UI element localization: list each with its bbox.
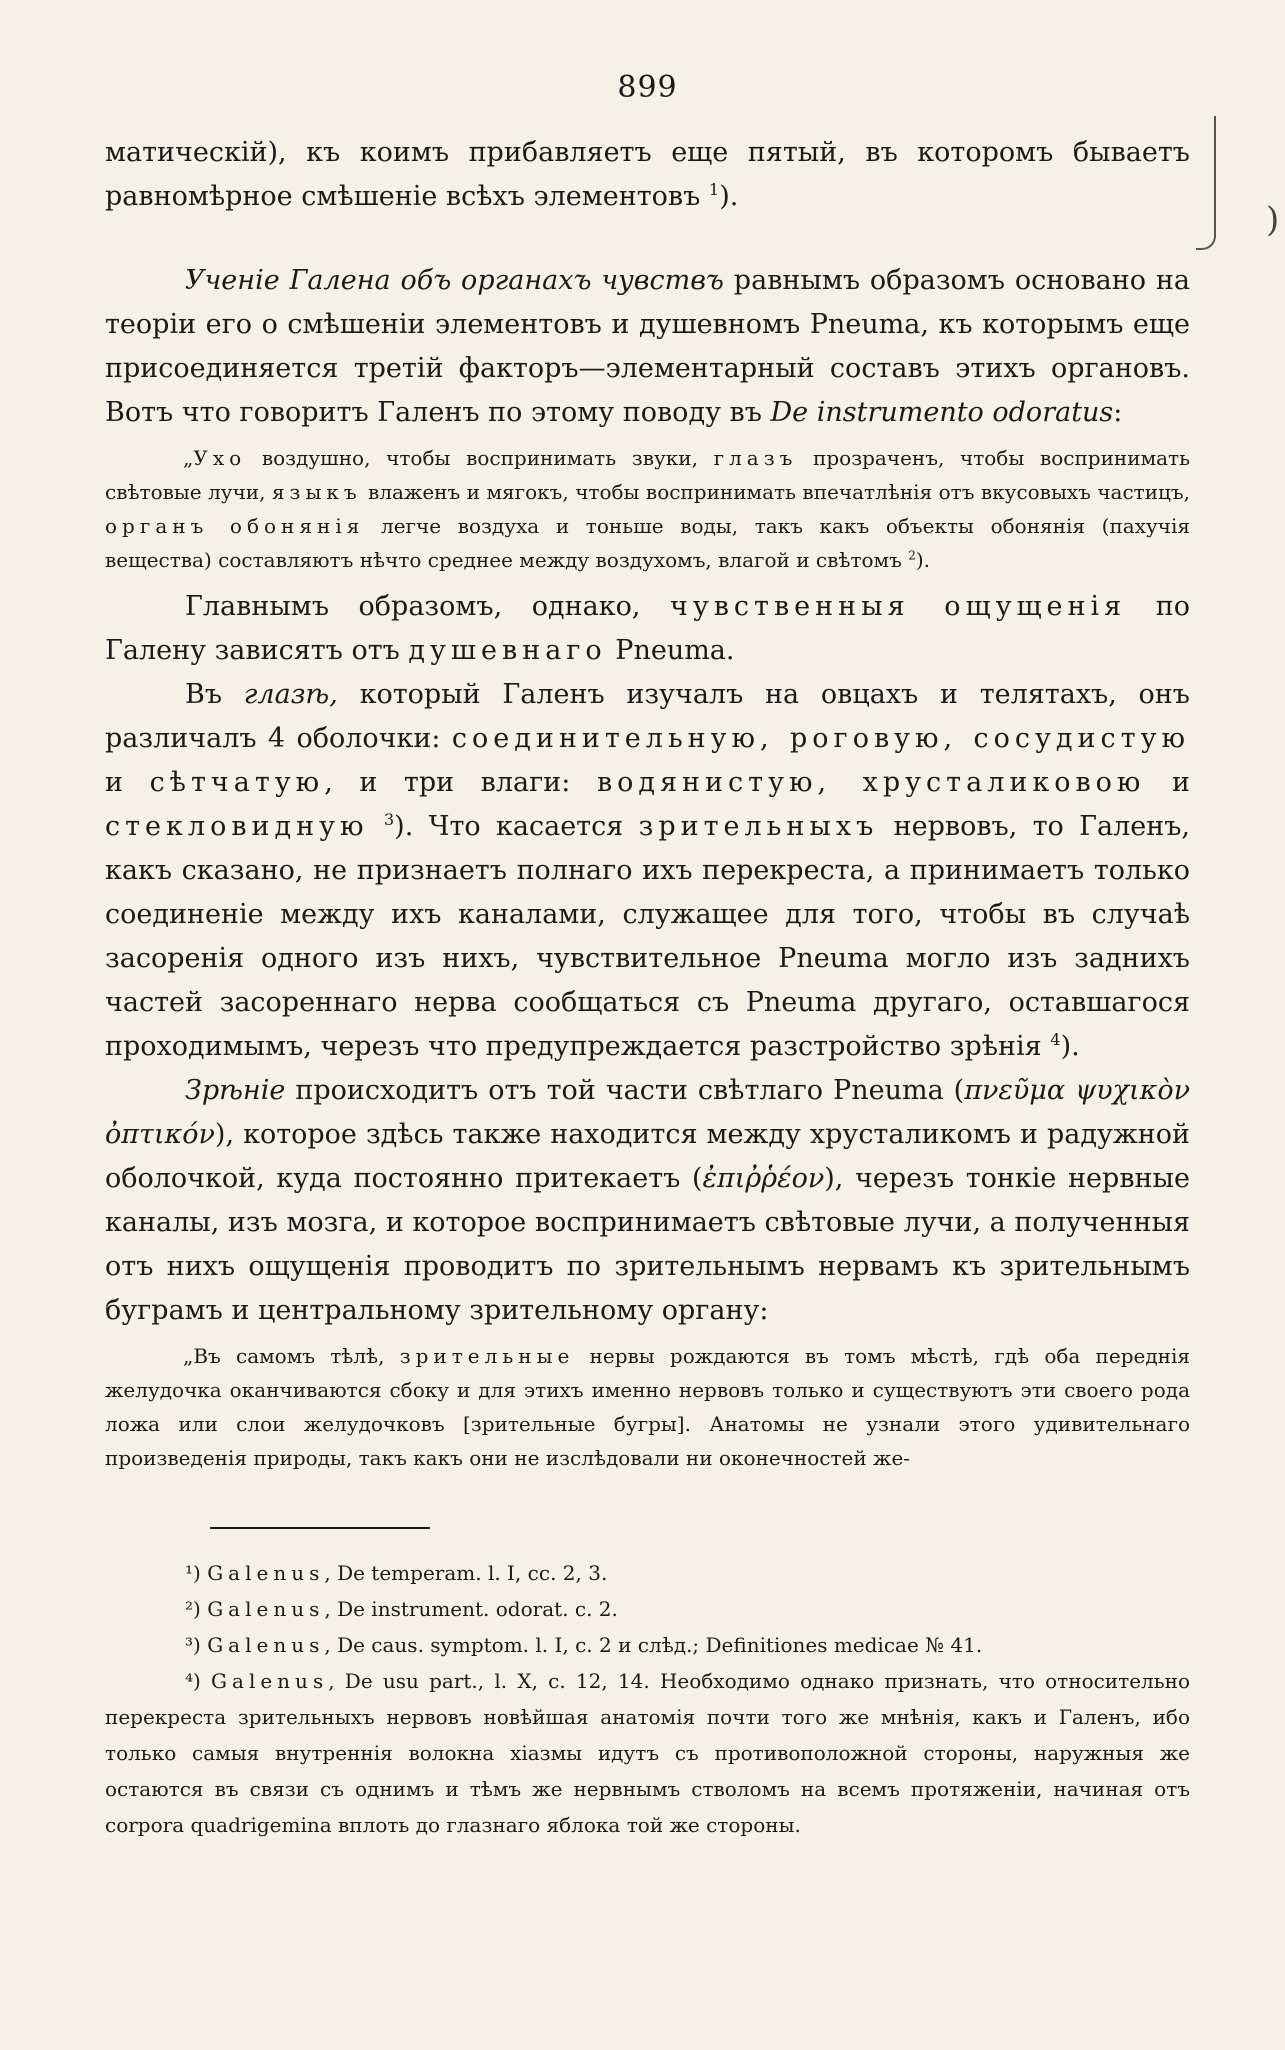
punctuation: ).: [719, 181, 739, 212]
spaced-term: водянистую, хрусталиковою: [596, 767, 1146, 798]
quote-text: влаженъ и мягокъ, чтобы воспринимать впечатлѣнія отъ вкусовыхъ частицъ,: [361, 480, 1190, 504]
paragraph-text: Въ: [185, 679, 244, 710]
quotation-block: [105, 1339, 1190, 1475]
paragraph-text: Главнымъ образомъ, однако,: [185, 591, 670, 622]
spaced-term: органъ обонянія: [105, 514, 365, 538]
page-number: 899: [617, 70, 678, 105]
spaced-term: зрительныхъ: [638, 811, 879, 842]
work-title: De instrumento odoratus: [770, 397, 1114, 428]
italic-term: глазѣ,: [243, 679, 338, 710]
footnote-marker: ⁴): [185, 1669, 201, 1693]
paragraph-continuation: [105, 131, 1190, 219]
footnote-ref[interactable]: 4: [1050, 1030, 1061, 1049]
spaced-term: глазъ: [713, 446, 798, 470]
footnote-author: Galenus: [211, 1669, 329, 1693]
punctuation: ).: [1060, 1031, 1080, 1062]
paragraph-text: , и три влаги:: [324, 767, 597, 798]
page-edge-parenthesis: ): [1266, 200, 1280, 240]
paragraph-eye: [105, 673, 1190, 1069]
paragraph-galen-senses: [105, 259, 1190, 435]
page: [105, 70, 1190, 1843]
spaced-term: языкъ: [271, 480, 362, 504]
page-edge-mark: [1196, 116, 1216, 250]
paragraph-text: Pneuma.: [606, 635, 735, 666]
paragraph-text: ), черезъ тонкіе нервные каналы, изъ мозга, и которое воспринимаетъ свѣтовые лучи, а полученныя отъ нихъ ощущенія проводитъ по зрительнымъ нервамъ къ зрительнымъ буграмъ и центральному зрительному органу:: [105, 1163, 1190, 1326]
footnote-author: Galenus: [207, 1597, 325, 1621]
quote-open: „: [183, 446, 194, 470]
greek-term: ἐπιῤῥέον: [702, 1163, 825, 1194]
footnote-ref[interactable]: 2: [908, 548, 916, 563]
spaced-term: стекловидную: [105, 811, 369, 842]
italic-term: Зрѣніе: [185, 1075, 286, 1106]
spaced-term: чувственныя ощущенія: [669, 591, 1127, 622]
spaced-term: соединительную, роговую, сосудистую: [451, 723, 1190, 754]
paragraph-sensations: [105, 585, 1190, 673]
footnote: [105, 1555, 1190, 1591]
footnote-ref[interactable]: 1: [708, 180, 720, 199]
spaced-term: Ухо: [193, 446, 247, 470]
footnote-author: Galenus: [207, 1561, 325, 1585]
footnote-author: Galenus: [207, 1633, 325, 1657]
footnote-text: , De instrument. odorat. c. 2.: [324, 1597, 618, 1621]
quote-text: нервы рождаются въ томъ мѣстѣ, гдѣ оба переднія желудочка оканчиваются сбоку и для этихъ именно нервовъ только и существуютъ эти своего рода ложа или слои желудочковъ [зрительные бугры]. Анатомы не узнали этого удивительнаго произведенія природы, такъ какъ они не изслѣдовали ни оконечностей же-: [105, 1344, 1191, 1470]
paragraph-text: равнымъ образомъ основано на теоріи его о смѣшеніи элементовъ и душевномъ Pneuma, къ которымъ еще присоединяется третій факторъ—элементарный составъ этихъ органовъ. Вотъ что говоритъ Галенъ по этому поводу въ: [105, 265, 1190, 428]
punctuation: :: [1113, 397, 1123, 428]
quote-text: прозраченъ, чтобы воспринимать свѣтовые лучи,: [105, 446, 1190, 504]
spaced-term: сѣтчатую: [149, 767, 325, 798]
paragraph-text: ). Что касается: [394, 811, 639, 842]
quote-text: воздушно, чтобы воспринимать звуки,: [246, 446, 714, 470]
quote-text: „Въ самомъ тѣлѣ,: [183, 1344, 400, 1368]
footnote-marker: ³): [185, 1633, 201, 1657]
footnote-text: , De temperam. l. I, cc. 2, 3.: [324, 1561, 608, 1585]
footnotes: [105, 1555, 1190, 1843]
paragraph-vision: [105, 1069, 1190, 1333]
paragraph-text: по Галену зависятъ отъ: [105, 591, 1191, 666]
paragraph-text: происходитъ отъ той части свѣтлаго Pneuma (: [285, 1075, 965, 1106]
spaced-term: зрительные: [399, 1344, 575, 1368]
footnote-divider: [210, 1527, 430, 1529]
footnote-ref[interactable]: 3: [383, 810, 395, 829]
greek-term: πνεῦμα ψυχικὸν ὀπτικόν: [105, 1075, 1190, 1150]
footnote-text: , De caus. symptom. l. I, c. 2 и слѣд.; Definitiones medicae № 41.: [324, 1633, 983, 1657]
quote-text: легче воздуха и тоньше воды, такъ какъ объекты обонянія (пахучія вещества) составляютъ нѣчто среднее между воздухомъ, влагой и свѣтомъ: [105, 514, 1190, 572]
spaced-term: душевнаго: [408, 635, 607, 666]
paragraph-text: и: [1145, 767, 1190, 798]
paragraph-text: матическій), къ коимъ прибавляетъ еще пятый, въ которомъ бываетъ равномѣрное смѣшеніе всѣхъ элементовъ: [105, 137, 1190, 212]
paragraph-text: и: [105, 767, 150, 798]
quotation-block: [105, 441, 1190, 577]
footnote: [105, 1591, 1190, 1627]
paragraph-text: ), которое здѣсь также находится между хрусталикомъ и радужной оболочкой, куда постоянно притекаетъ (: [105, 1119, 1190, 1194]
footnote-marker: ¹): [185, 1561, 201, 1585]
footnote: [105, 1663, 1190, 1843]
paragraph-text: нервовъ, то Галенъ, какъ сказано, не признаетъ полнаго ихъ перекреста, а принимаетъ только соединеніе между ихъ каналами, служащее для того, чтобы въ случаѣ засоренія одного изъ нихъ, чувствительное Pneuma могло изъ заднихъ частей засореннаго нерва сообщаться съ Pneuma другаго, оставшагося проходимымъ, черезъ что предупреждается разстройство зрѣнія: [105, 811, 1190, 1062]
footnote-marker: ²): [185, 1597, 201, 1621]
italic-lead: Ученіе Галена объ органахъ чувствъ: [185, 265, 724, 296]
footnote: [105, 1627, 1190, 1663]
paragraph-text: который Галенъ изучалъ на овцахъ и телятахъ, онъ различалъ 4 оболочки:: [105, 679, 1190, 754]
footnote-text: , De usu part., l. X, c. 12, 14. Необходимо однако признать, что относительно перекреста зрительныхъ нервовъ новѣйшая анатомія почти того же мнѣнія, какъ и Галенъ, ибо только самыя внутреннія волокна хіазмы идутъ съ противоположной стороны, наружныя же остаются въ связи съ однимъ и тѣмъ же нервнымъ стволомъ на всемъ протяженіи, начиная отъ corpora quadrigemina вплоть до глазнаго яблока той же стороны.: [105, 1669, 1191, 1837]
punctuation: ).: [915, 548, 930, 572]
